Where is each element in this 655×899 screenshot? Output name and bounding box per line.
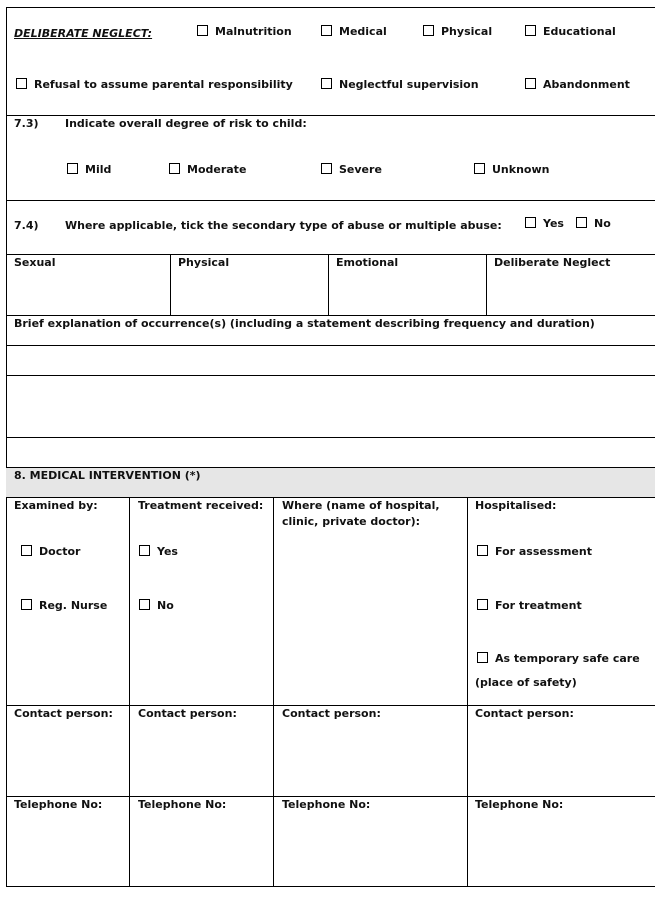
checkbox-icon[interactable]: [16, 78, 27, 89]
checkbox-icon[interactable]: [321, 25, 332, 36]
place-of-safety-note: (place of safety): [475, 676, 577, 689]
q73-number: 7.3): [14, 117, 39, 130]
checkbox-physical[interactable]: Physical: [423, 25, 492, 38]
section-8-title: 8. MEDICAL INTERVENTION (*): [14, 469, 201, 482]
checkbox-icon[interactable]: [477, 599, 488, 610]
brief-explanation-label: Brief explanation of occurrence(s) (including a statement describing frequency and duration): [14, 317, 595, 330]
checkbox-icon[interactable]: [139, 545, 150, 556]
checkbox-icon[interactable]: [169, 163, 180, 174]
checkbox-icon[interactable]: [321, 163, 332, 174]
where-label-line1: Where (name of hospital,: [282, 499, 440, 512]
checkbox-refusal-parental-responsibility[interactable]: Refusal to assume parental responsibility: [16, 78, 293, 91]
checkbox-neglectful-supervision[interactable]: Neglectful supervision: [321, 78, 479, 91]
divider: [6, 497, 655, 498]
checkbox-secondary-no[interactable]: No: [576, 217, 611, 230]
checkbox-icon[interactable]: [67, 163, 78, 174]
checkbox-treatment-no[interactable]: No: [139, 599, 174, 612]
checkbox-icon[interactable]: [21, 599, 32, 610]
telephone-label: Telephone No:: [14, 798, 103, 811]
column-divider: [170, 254, 171, 315]
column-divider: [273, 497, 274, 887]
q74-text: Where applicable, tick the secondary type of abuse or multiple abuse:: [65, 219, 502, 232]
checkbox-medical[interactable]: Medical: [321, 25, 387, 38]
deliberate-neglect-label: DELIBERATE NEGLECT:: [14, 27, 153, 40]
checkbox-risk-unknown[interactable]: Unknown: [474, 163, 549, 176]
checkbox-hospitalised-assessment[interactable]: For assessment: [477, 545, 592, 558]
hospitalised-label: Hospitalised:: [475, 499, 557, 512]
checkbox-icon[interactable]: [576, 217, 587, 228]
checkbox-hospitalised-safe-care[interactable]: As temporary safe care: [477, 652, 640, 665]
column-divider: [129, 497, 130, 887]
checkbox-risk-severe[interactable]: Severe: [321, 163, 382, 176]
divider: [6, 796, 655, 797]
q74-number: 7.4): [14, 219, 39, 232]
column-divider: [328, 254, 329, 315]
abuse-type-deliberate-neglect: Deliberate Neglect: [494, 256, 611, 269]
divider: [6, 115, 655, 116]
divider: [6, 705, 655, 706]
checkbox-icon[interactable]: [197, 25, 208, 36]
contact-person-label: Contact person:: [14, 707, 113, 720]
telephone-label: Telephone No:: [475, 798, 564, 811]
checkbox-icon[interactable]: [525, 25, 536, 36]
treatment-received-label: Treatment received:: [138, 499, 264, 512]
checkbox-icon[interactable]: [477, 545, 488, 556]
checkbox-examined-doctor[interactable]: Doctor: [21, 545, 80, 558]
abuse-type-emotional: Emotional: [336, 256, 399, 269]
divider: [6, 345, 655, 346]
divider: [6, 254, 655, 255]
column-divider: [486, 254, 487, 315]
telephone-label: Telephone No:: [138, 798, 227, 811]
form-frame: [6, 7, 655, 887]
contact-person-label: Contact person:: [475, 707, 574, 720]
checkbox-icon[interactable]: [525, 78, 536, 89]
checkbox-icon[interactable]: [474, 163, 485, 174]
checkbox-treatment-yes[interactable]: Yes: [139, 545, 178, 558]
divider: [6, 375, 655, 376]
checkbox-secondary-yes[interactable]: Yes: [525, 217, 564, 230]
divider: [6, 315, 655, 316]
abuse-type-sexual: Sexual: [14, 256, 56, 269]
checkbox-malnutrition[interactable]: Malnutrition: [197, 25, 292, 38]
where-label-line2: clinic, private doctor):: [282, 515, 421, 528]
checkbox-icon[interactable]: [423, 25, 434, 36]
checkbox-icon[interactable]: [321, 78, 332, 89]
checkbox-risk-mild[interactable]: Mild: [67, 163, 111, 176]
checkbox-icon[interactable]: [21, 545, 32, 556]
abuse-type-physical: Physical: [178, 256, 230, 269]
checkbox-risk-moderate[interactable]: Moderate: [169, 163, 246, 176]
checkbox-educational[interactable]: Educational: [525, 25, 616, 38]
checkbox-examined-reg-nurse[interactable]: Reg. Nurse: [21, 599, 107, 612]
checkbox-icon[interactable]: [525, 217, 536, 228]
checkbox-hospitalised-treatment[interactable]: For treatment: [477, 599, 582, 612]
contact-person-label: Contact person:: [282, 707, 381, 720]
column-divider: [467, 497, 468, 887]
divider: [6, 200, 655, 201]
contact-person-label: Contact person:: [138, 707, 237, 720]
checkbox-abandonment[interactable]: Abandonment: [525, 78, 630, 91]
telephone-label: Telephone No:: [282, 798, 371, 811]
q73-text: Indicate overall degree of risk to child:: [65, 117, 307, 130]
checkbox-icon[interactable]: [139, 599, 150, 610]
divider: [6, 437, 655, 438]
checkbox-icon[interactable]: [477, 652, 488, 663]
examined-by-label: Examined by:: [14, 499, 98, 512]
